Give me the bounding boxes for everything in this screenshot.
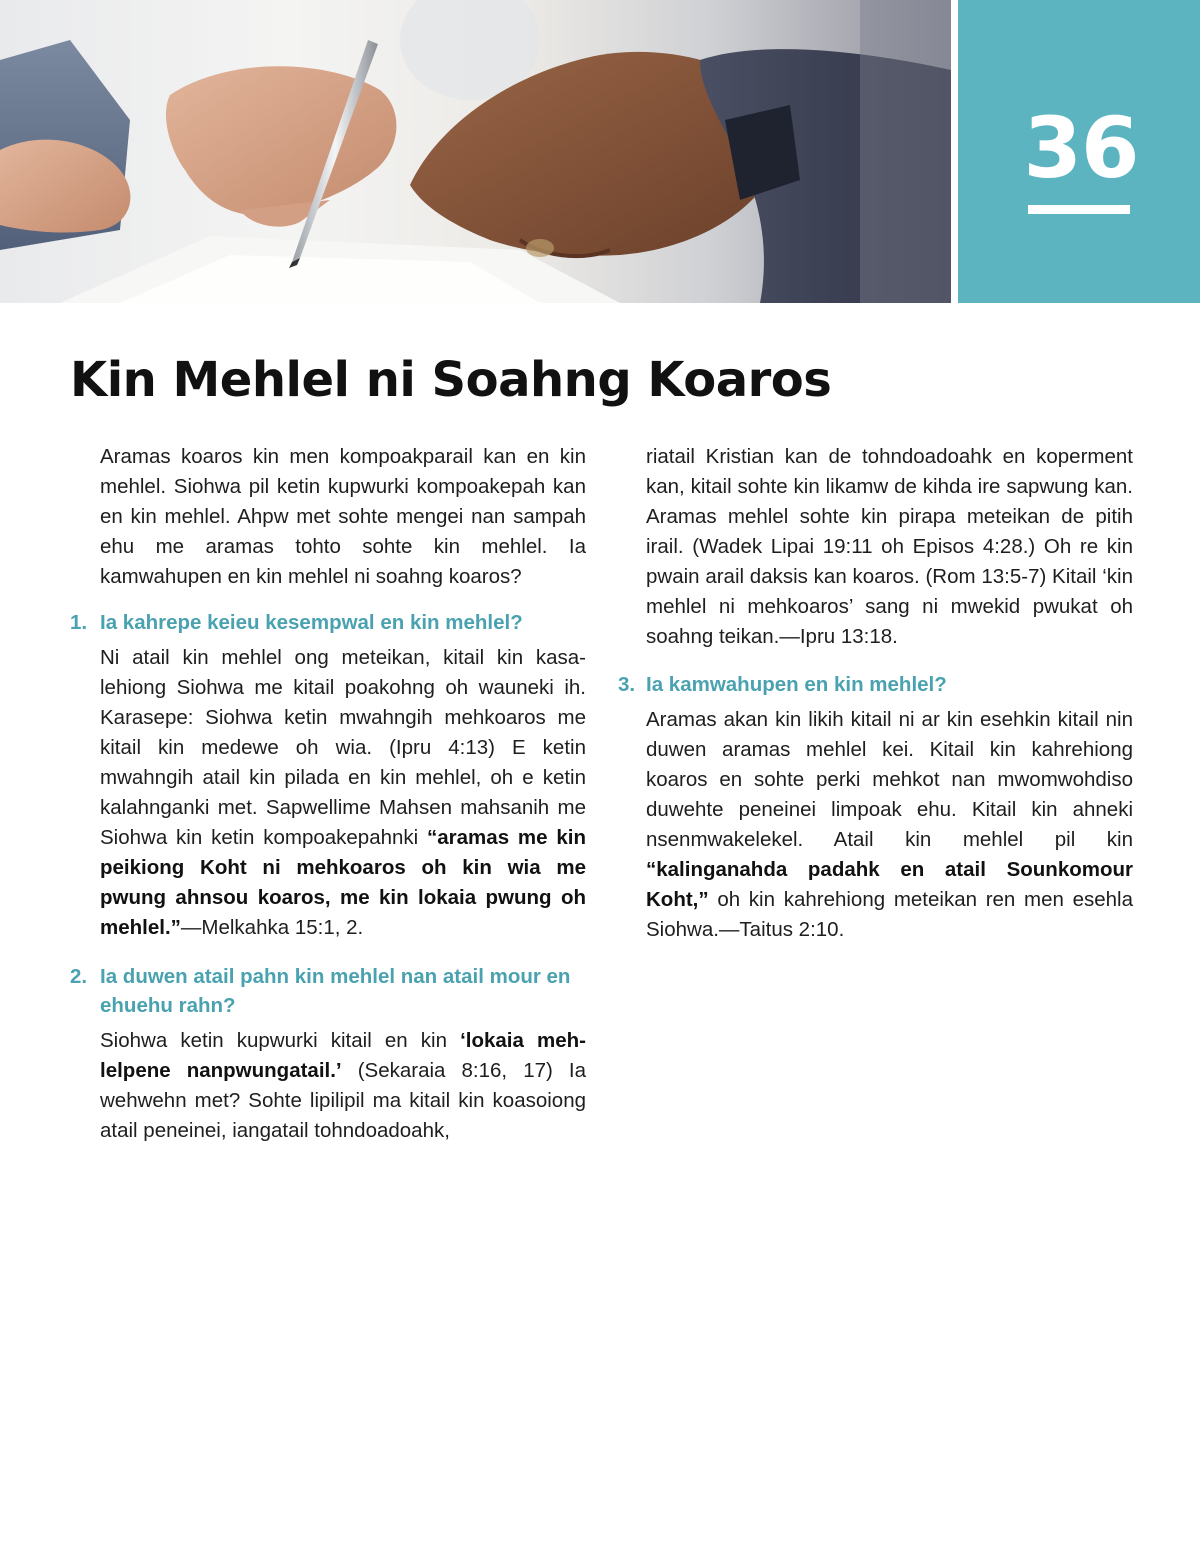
lesson-number: 36 bbox=[1023, 99, 1139, 197]
section-2-body bbox=[100, 1026, 586, 1146]
badge-underline bbox=[1028, 205, 1130, 214]
right-column bbox=[618, 442, 1133, 945]
citation: —Melkahka 15:1, 2. bbox=[180, 916, 364, 939]
section-3-heading bbox=[618, 670, 1133, 699]
section-number: 3. bbox=[618, 673, 636, 696]
section-2-heading bbox=[70, 962, 586, 1020]
intro-paragraph: Aramas koaros kin men kompoakparail kan en kin mehlel. Siohwa pil ketin kupwurki kompoakepah kan en kin mehlel. Ahpw met sohte mengei nan sampah ehu me aramas tohto sohte kin mehlel. Ia kamwahupen en kin mehlel ni soahng koaros? bbox=[100, 445, 586, 588]
left-column bbox=[70, 442, 586, 1146]
page-title: Kin Mehlel ni Soahng Koaros bbox=[70, 352, 832, 408]
body-text: Ni atail kin mehlel ong meteikan, kitail kin kasalehiong Siohwa me kitail poakohng oh wauneki ih. Karasepe: Siohwa ketin mwahngih mehkoaros me kitail kin medewe oh wia. (Ipru 4:13) E ketin mwahngih atail kin pilada en kin mehlel, oh e ketin kalahnganki met. Sapwellime Mahsen mahsanih me Siohwa kin ketin kompoakepahnki bbox=[100, 646, 586, 849]
section-number: 2. bbox=[70, 965, 88, 988]
quote-bold: “aramas me kin peikiong Koht ni mehkoaros oh kin wia me pwung ahnsou koaros, me kin lokaia pwung oh mehlel.” bbox=[100, 826, 586, 939]
body-text: Siohwa ketin kupwurki kitail en kin bbox=[100, 1029, 461, 1052]
section-1-body bbox=[100, 643, 586, 943]
section-3-body bbox=[646, 705, 1133, 945]
body-text: Aramas akan kin likih kitail ni ar kin esehkin kitail nin duwen aramas mehlel kei. Kitail kin kahrehiong koaros en sohte perki mehkot nan mwomwohdiso duwehte peneinei limpoak ehu. Kitail kin ahneki nsenmwakelekel. Atail kin mehlel pil kin bbox=[646, 708, 1133, 851]
citation: oh kin kahrehiong meteikan ren men esehla Siohwa.—Taitus 2:10. bbox=[646, 888, 1133, 941]
section-question: Ia kahrepe keieu kesempwal en kin mehlel? bbox=[100, 611, 523, 634]
quote-bold: ‘lokaia mehlelpene nanpwungatail.’ bbox=[100, 1029, 586, 1082]
body-text: (Sekaraia 8:16, 17) Ia wehwehn met? Sohte lipilipil ma kitail kin koasoiong atail peneinei, iangatail tohndoadoahk, bbox=[100, 1059, 587, 1142]
handshake-signing-illustration bbox=[0, 0, 951, 303]
lesson-number-badge bbox=[958, 0, 1200, 303]
section-number: 1. bbox=[70, 611, 88, 634]
section-question: Ia duwen atail pahn kin mehlel nan atail mour en ehuehu rahn? bbox=[100, 965, 571, 1017]
section-question: Ia kamwahupen en kin mehlel? bbox=[646, 673, 947, 696]
section-1-heading bbox=[70, 608, 586, 637]
quote-bold: “kalinganahda padahk en atail Sounkomour Koht,” bbox=[646, 858, 1133, 911]
section-2-body-continued: riatail Kristian kan de tohndoadoahk en koperment kan, kitail sohte kin likamw de kihda ire sapwung kan. Aramas mehlel sohte kin pirapa meteikan de pitih irail. (Wadek Lipai 19:11 oh Episos 4:28.) Oh re kin pwain arail daksis kan koaros. (Rom 13:5-7) Kitail ‘kin mehlel ni mehkoaros’ sang ni mwekid pwukat oh soahng teikan.—Ipru 13:18. bbox=[646, 445, 1133, 648]
header-photo bbox=[0, 0, 951, 303]
